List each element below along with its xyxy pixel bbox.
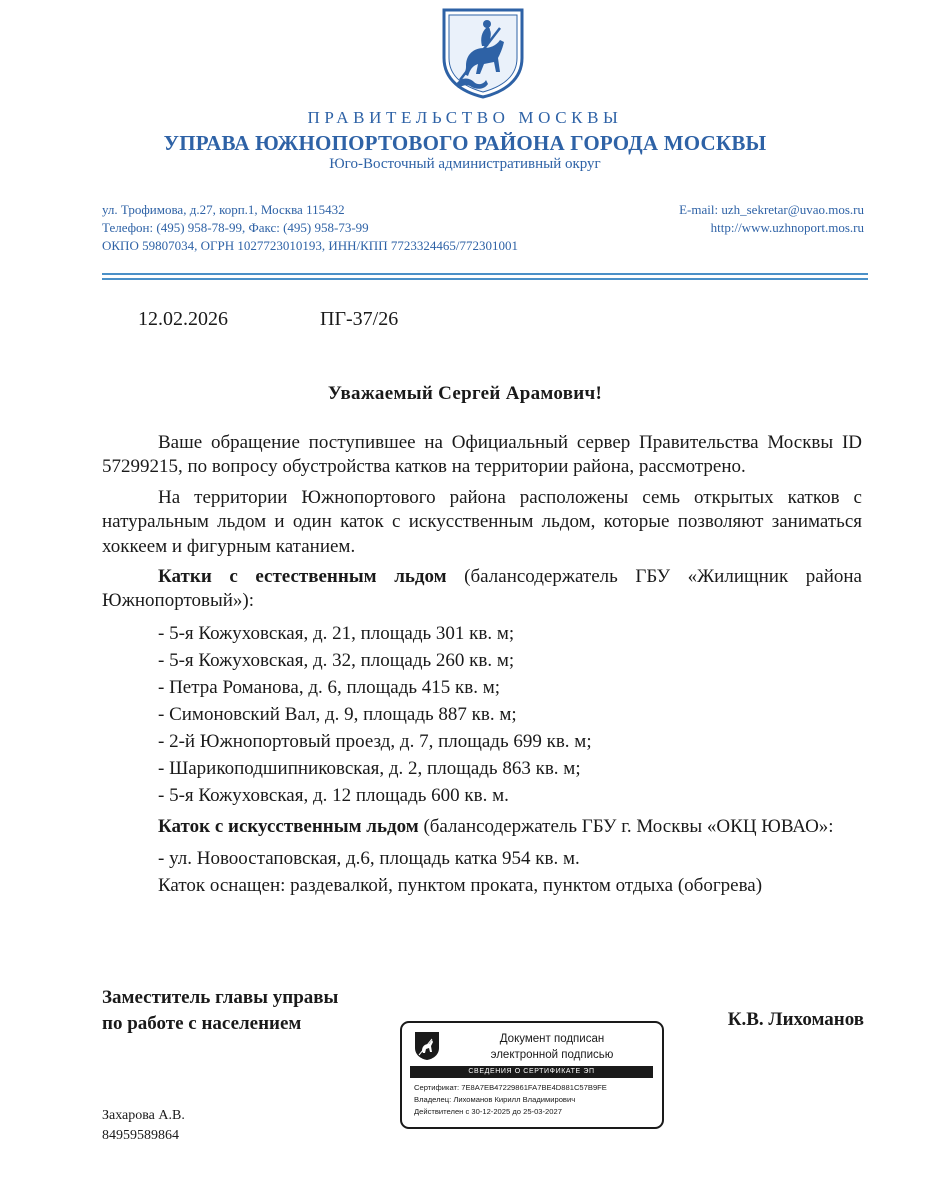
paragraph-request: Ваше обращение поступившее на Официальный сервер Правительства Москвы ID 57299215, по вопросу обустройства катков на территории района, рассмотрено. xyxy=(102,432,862,478)
natural-ice-heading: Катки с естественным льдом xyxy=(158,566,447,588)
stamp-title-line-2: электронной подписью xyxy=(490,1049,614,1061)
list-item: - Шарикоподшипниковская, д. 2, площадь 863 кв. м; xyxy=(158,757,581,779)
list-item: - Симоновский Вал, д. 9, площадь 887 кв. м; xyxy=(158,703,517,725)
government-name: ПРАВИТЕЛЬСТВО МОСКВЫ xyxy=(307,108,623,127)
executor-info xyxy=(102,1106,185,1146)
header-rule-bottom xyxy=(102,278,868,280)
electronic-signature-stamp xyxy=(400,1021,664,1129)
artificial-ice-owner: (балансодержатель ГБУ г. Москвы «ОКЦ ЮВАО»: xyxy=(418,815,834,837)
phone-fax: Телефон: (495) 958-78-99, Факс: (495) 958-73-99 xyxy=(102,220,369,235)
paragraph-rinks-overview: На территории Южнопортового района расположены семь открытых катков с натуральным льдом и один каток с искусственным льдом, которые позволяют заниматься хоккеем и фигурным катанием. xyxy=(102,486,862,557)
greeting: Уважаемый Сергей Арамович! xyxy=(327,383,603,404)
email: E-mail: uzh_sekretar@uvao.mos.ru xyxy=(679,202,864,217)
artificial-ice-heading-paragraph xyxy=(102,813,862,841)
website: http://www.uzhnoport.mos.ru xyxy=(710,220,864,235)
position-line-2: по работе с населением xyxy=(102,1013,302,1034)
list-item: - 5-я Кожуховская, д. 12 площадь 600 кв. м. xyxy=(158,784,509,806)
header-rule-top xyxy=(102,273,868,275)
signatory-name: К.В. Лихоманов xyxy=(727,1009,864,1030)
certificate-info-bar: СВЕДЕНИЯ О СЕРТИФИКАТЕ ЭП xyxy=(410,1066,653,1078)
natural-rinks-list xyxy=(102,620,862,809)
natural-ice-heading-paragraph xyxy=(102,565,862,614)
natural-ice-owner: (балансодержатель ГБУ «Жилищник района Южнопортовый»): xyxy=(102,566,862,612)
list-item: - 5-я Кожуховская, д. 21, площадь 301 кв. м; xyxy=(158,622,515,644)
list-item: - ул. Новоостаповская, д.6, площадь катка 954 кв. м. xyxy=(158,847,580,869)
executor-phone: 84959589864 xyxy=(102,1128,179,1143)
list-item: - 2-й Южнопортовый проезд, д. 7, площадь 699 кв. м; xyxy=(158,730,592,752)
position-line-1: Заместитель главы управы xyxy=(102,987,339,1008)
letter-date: 12.02.2026 xyxy=(138,308,228,330)
artificial-rinks-list xyxy=(102,845,862,872)
list-item: - 5-я Кожуховская, д. 32, площадь 260 кв. м; xyxy=(158,649,515,671)
certificate-owner: Владелец: Лихоманов Кирилл Владимирович xyxy=(414,1095,576,1104)
certificate-validity: Действителен с 30-12-2025 до 25-03-2027 xyxy=(414,1107,562,1116)
stamp-title-line-1: Документ подписан xyxy=(499,1033,605,1045)
stamp-title xyxy=(446,1031,658,1063)
letter-body xyxy=(102,431,862,899)
contact-block-right xyxy=(544,201,864,237)
list-item: - Петра Романова, д. 6, площадь 415 кв. м; xyxy=(158,676,501,698)
executor-name: Захарова А.В. xyxy=(102,1108,185,1123)
certificate-number: Сертификат: 7E8A7EB47229861FA7BE4D881C57B9FE xyxy=(414,1083,607,1092)
moscow-emblem-icon xyxy=(414,1031,440,1061)
district-name: Юго-Восточный административный округ xyxy=(329,156,601,172)
organization-name: УПРАВА ЮЖНОПОРТОВОГО РАЙОНА ГОРОДА МОСКВЫ xyxy=(163,131,767,155)
equipment-paragraph: Каток оснащен: раздевалкой, пунктом проката, пунктом отдыха (обогрева) xyxy=(158,874,763,896)
letter-number: ПГ-37/26 xyxy=(320,308,399,330)
registry-codes: ОКПО 59807034, ОГРН 1027723010193, ИНН/КПП 7723324465/772301001 xyxy=(102,238,518,253)
moscow-coat-of-arms-icon xyxy=(440,6,526,100)
address: ул. Трофимова, д.27, корп.1, Москва 115432 xyxy=(102,202,345,217)
artificial-ice-heading: Каток с искусственным льдом xyxy=(158,815,419,837)
signatory-position xyxy=(102,985,338,1037)
